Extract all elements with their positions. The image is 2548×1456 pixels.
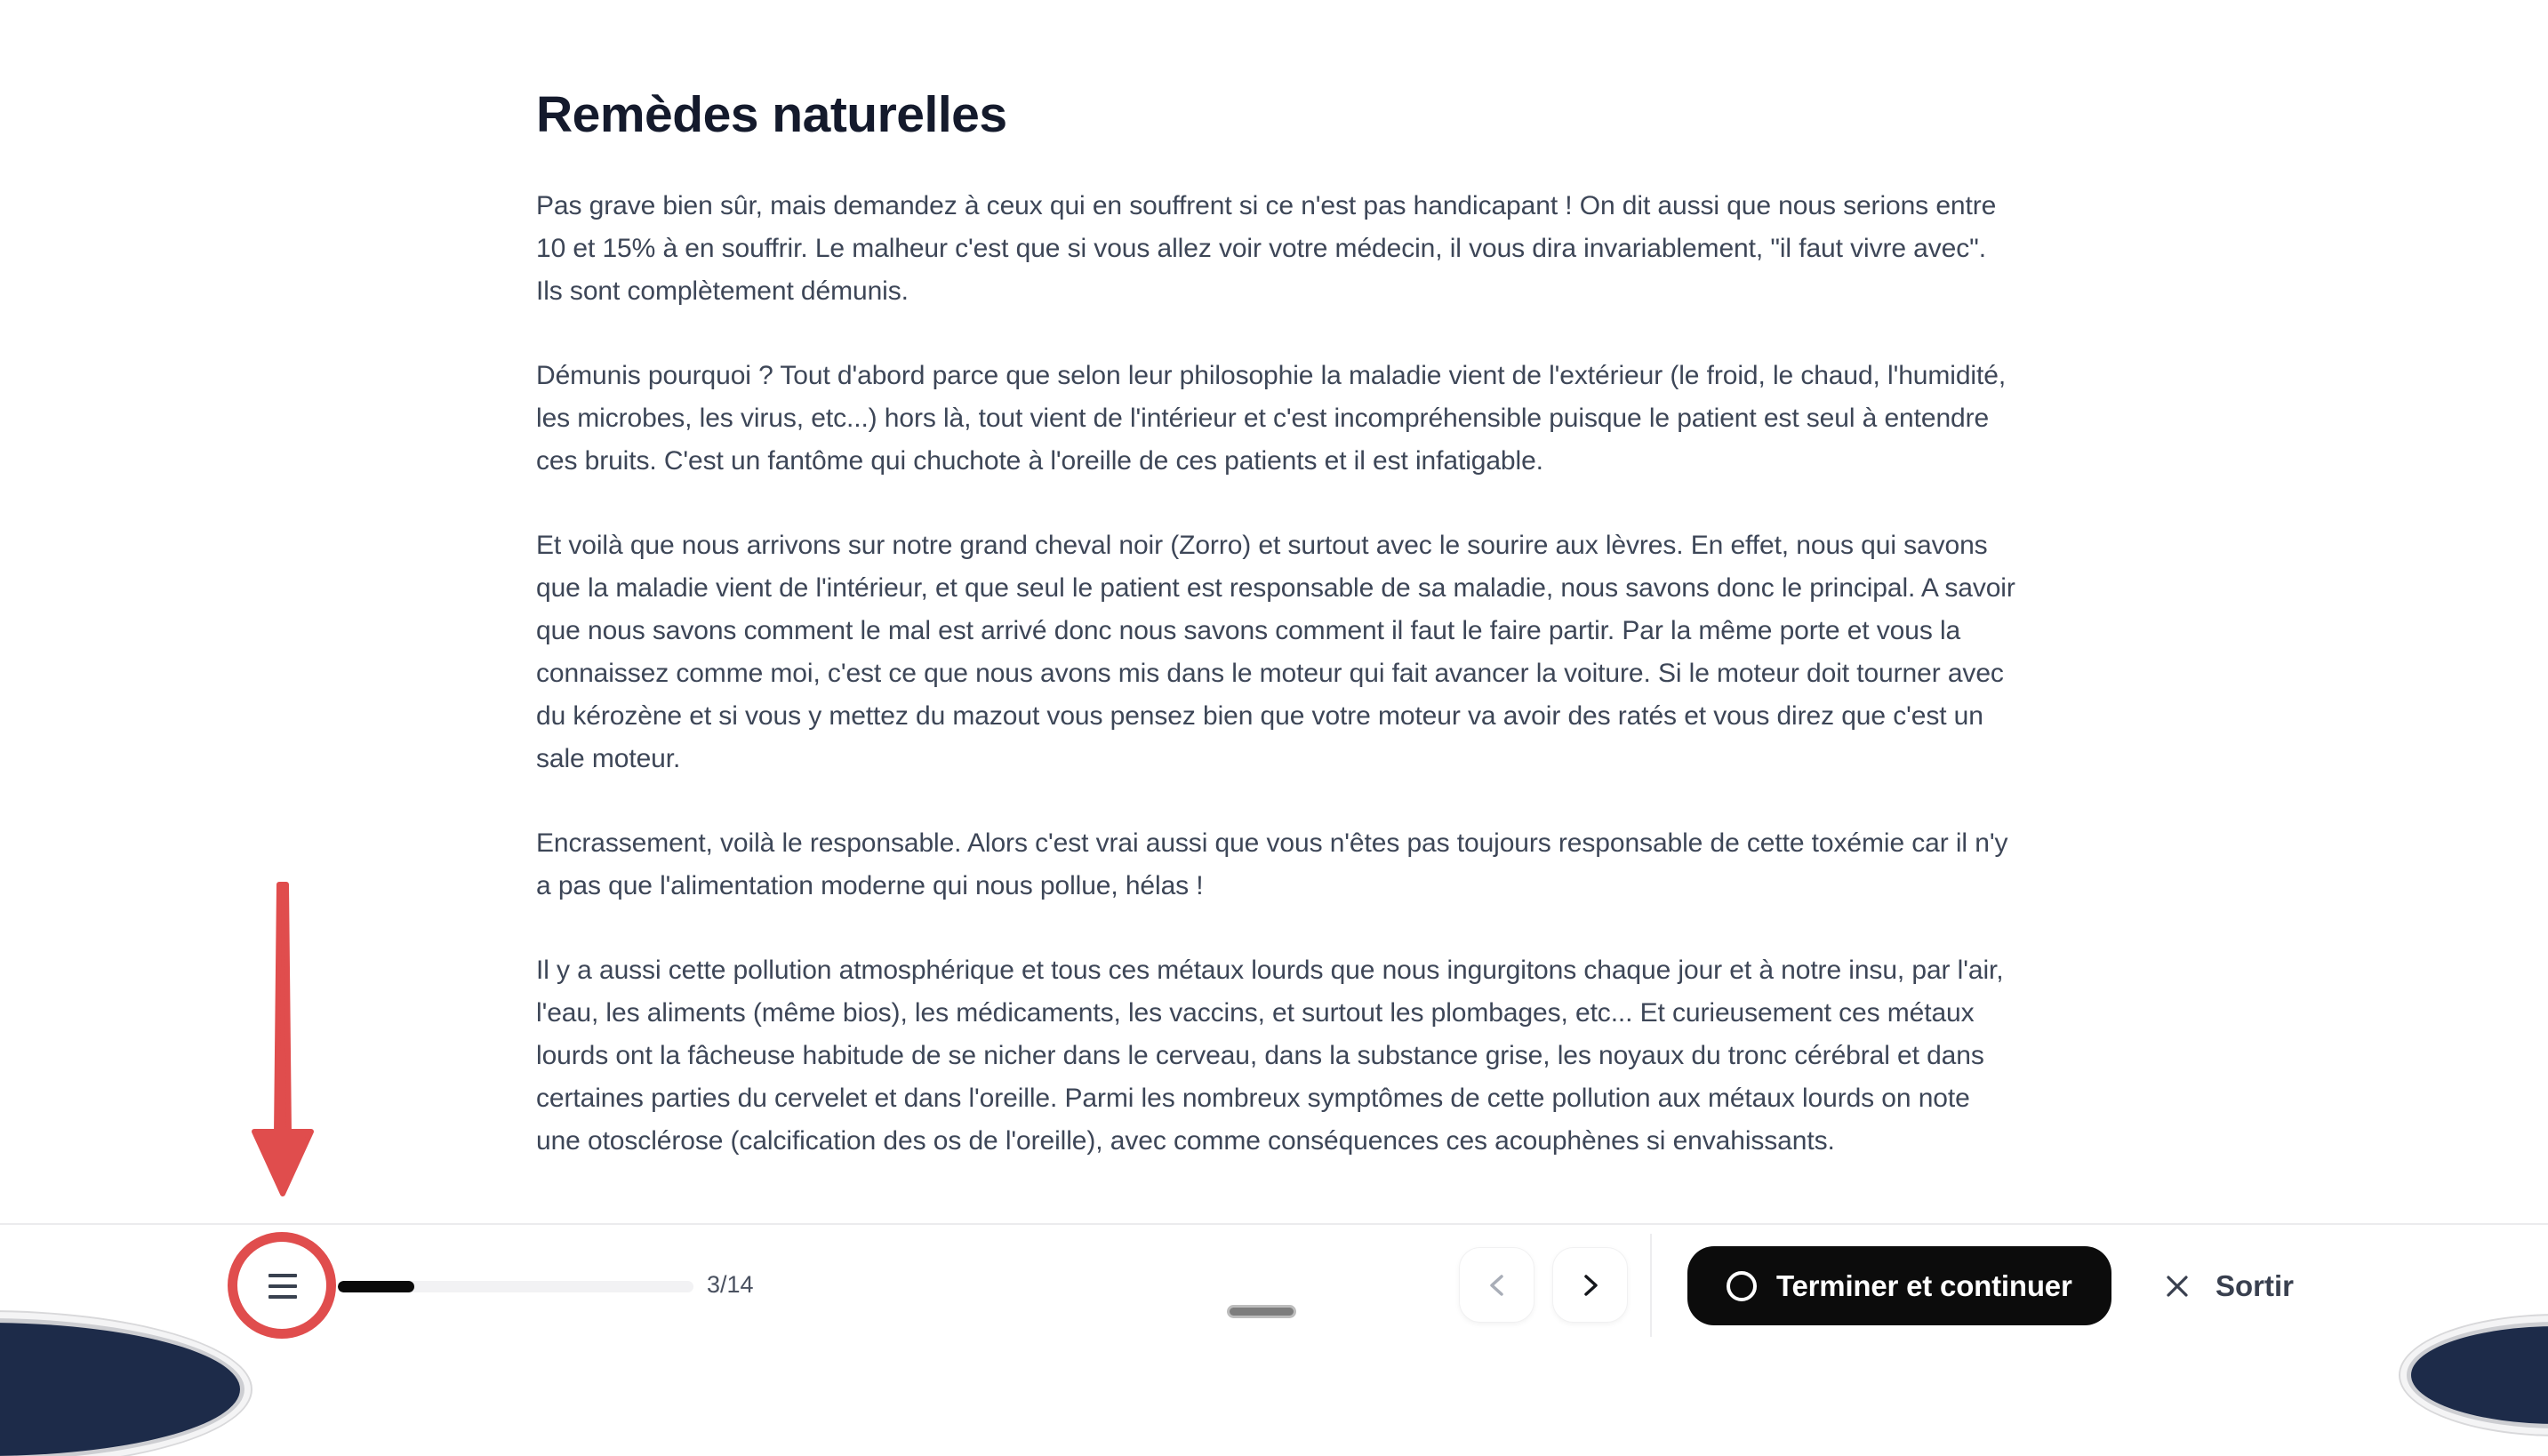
- progress-bar: [338, 1281, 693, 1292]
- next-page-button[interactable]: [1552, 1247, 1628, 1323]
- drag-handle[interactable]: [1227, 1305, 1296, 1318]
- finish-continue-button[interactable]: [1687, 1246, 2111, 1325]
- lesson-paragraph: Pas grave bien sûr, mais demandez à ceux qui en souffrent si ce n'est pas handicapant ! On dit aussi que nous serions entre 10 et 15% à en souffrir. Le malheur c'est que si vous allez voir votre médecin, il vous dira invariablement, "il faut vivre avec". Ils sont complètement démunis.: [536, 191, 1997, 306]
- lesson-paragraphs: [536, 185, 2017, 1163]
- exit-button[interactable]: [2153, 1255, 2303, 1317]
- prev-page-button[interactable]: [1459, 1247, 1534, 1323]
- progress-fill: [338, 1281, 414, 1292]
- page-title: Remèdes naturelles: [536, 86, 1007, 143]
- lesson-paragraph: Encrassement, voilà le responsable. Alors c'est vrai aussi que vous n'êtes pas toujours responsable de cette toxémie car il n'y a pas que l'alimentation moderne qui nous pollue, hélas !: [536, 828, 2008, 900]
- lesson-paragraph: Il y a aussi cette pollution atmosphérique et tous ces métaux lourds que nous ingurgitons chaque jour et à notre insu, par l'air, l'eau, les aliments (même bios), les médicaments, les vaccins, et surtout les plombages, etc... Et curieusement ces métaux lourds ont la fâcheuse habitude de se nicher dans le cerveau, dans la substance grise, les noyaux du tronc cérébral et dans certaines parties du cervelet et dans l'oreille. Parmi les nombreux symptômes de cette pollution aux métaux lourds on note une otosclérose (calcification des os de l'oreille), avec comme conséquences ces acouphènes si envahissants.: [536, 956, 2004, 1156]
- lesson-paragraph: Démunis pourquoi ? Tout d'abord parce que selon leur philosophie la maladie vient de l'extérieur (le froid, le chaud, l'humidité, les microbes, les virus, etc...) hors là, tout vient de l'intérieur et c'est incompréhensible puisque le patient est seul à entendre ces bruits. C'est un fantôme qui chuchote à l'oreille de ces patients et il est infatigable.: [536, 361, 2007, 476]
- bottom-toolbar: [0, 1223, 2548, 1346]
- progress-label: 3/14: [707, 1271, 754, 1298]
- menu-button[interactable]: [245, 1249, 320, 1324]
- annotation-arrow-icon: [249, 876, 316, 1203]
- chevron-right-icon: [1577, 1270, 1604, 1300]
- circle-icon: [1727, 1271, 1757, 1301]
- exit-label: Sortir: [2215, 1269, 2295, 1302]
- finish-continue-label: Terminer et continuer: [1776, 1268, 2072, 1302]
- lesson-content: [536, 85, 2017, 1204]
- toolbar-divider: [1650, 1234, 1652, 1337]
- chevron-left-icon: [1484, 1270, 1510, 1300]
- lesson-paragraph: Et voilà que nous arrivons sur notre grand cheval noir (Zorro) et surtout avec le sourire aux lèvres. En effet, nous qui savons que la maladie vient de l'intérieur, et que seul le patient est responsable de sa maladie, nous savons donc le principal. A savoir que nous savons comment le mal est arrivé donc nous savons comment il faut le faire partir. Par la même porte et vous la connaissez comme moi, c'est ce que nous avons mis dans le moteur qui fait avancer la voiture. Si le moteur doit tourner avec du kérozène et si vous y mettez du mazout vous pensez bien que votre moteur va avoir des ratés et vous direz que c'est un sale moteur.: [536, 531, 2015, 773]
- hamburger-icon: [268, 1274, 297, 1299]
- x-icon: [2162, 1271, 2192, 1301]
